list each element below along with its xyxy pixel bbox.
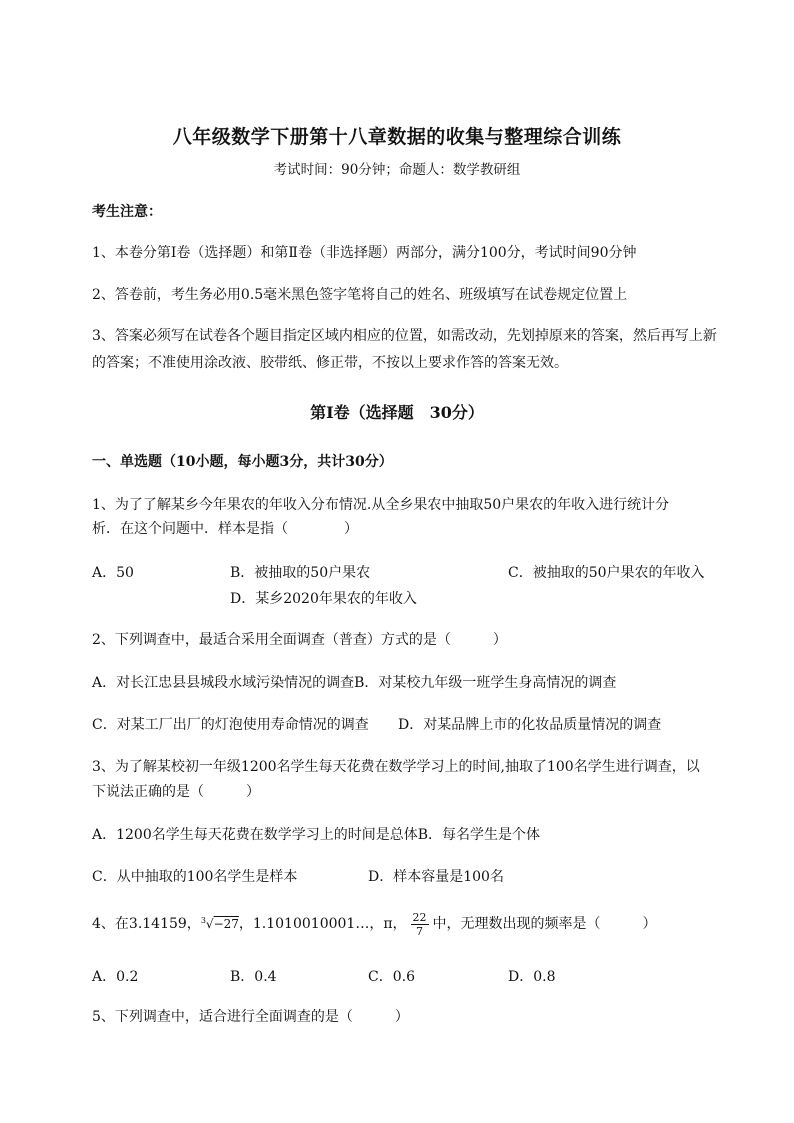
- question-3-option-d: D．样本容量是100名: [368, 869, 504, 885]
- question-3-options-a-b: A．1200名学生每天花费在数学学习上的时间是总体B．每名学生是个体: [92, 827, 541, 843]
- root-index: 3: [200, 916, 206, 925]
- question-1-option-a: A．50: [92, 565, 134, 581]
- part-heading: 一、单选题（10小题，每小题3分，共计30分）: [92, 454, 393, 470]
- question-4-option-a: A．0.2: [92, 969, 139, 985]
- question-4-option-d: D．0.8: [508, 969, 556, 985]
- question-4-stem: [92, 906, 657, 939]
- question-3-option-c: C．从中抽取的100名学生是样本: [92, 869, 298, 885]
- question-3-stem-line-1: 3、为了解某校初一年级1200名学生每天花费在数学学习上的时间,抽取了100名学生进行调查，以: [92, 759, 700, 775]
- question-2-options-a-b: A．对长江忠县县城段水域污染情况的调查B．对某校九年级一班学生身高情况的调查: [92, 675, 617, 691]
- question-2-option-c: C．对某工厂出厂的灯泡使用寿命情况的调查: [92, 717, 369, 733]
- note-item-3-line-2: 的答案；不准使用涂改液、胶带纸、修正带，不按以上要求作答的答案无效。: [92, 355, 568, 371]
- fraction-22-over-7: [411, 911, 429, 938]
- notes-heading: 考生注意：: [92, 204, 162, 220]
- question-5-stem: 5、下列调查中，适合进行全面调查的是（ ）: [92, 1009, 409, 1025]
- question-2-option-d: D．对某品牌上市的化妆品质量情况的调查: [398, 717, 662, 733]
- question-4-stem-part-c: 中，无理数出现的频率是（ ）: [432, 916, 657, 932]
- question-1-option-d: D．某乡2020年果农的年收入: [230, 591, 417, 607]
- note-item-2: 2、答卷前，考生务必用0.5毫米黑色签字笔将自己的姓名、班级填写在试卷规定位置上: [92, 287, 628, 303]
- cube-root-expression: $^3$√−27: [200, 916, 239, 931]
- section-title: 第I卷（选择题 30分）: [310, 403, 484, 422]
- question-1-stem-line-1: 1、为了了解某乡今年果农的年收入分布情况.从全乡果农中抽取50户果农的年收入进行统计分: [92, 497, 670, 513]
- fraction-denominator: 7: [416, 924, 424, 938]
- question-1-option-c: C．被抽取的50户果农的年收入: [508, 565, 705, 581]
- fraction-numerator: 22: [412, 910, 427, 924]
- note-item-3-line-1: 3、答案必须写在试卷各个题目指定区域内相应的位置，如需改动，先划掉原来的答案，然后再写上新: [92, 328, 717, 344]
- question-4-option-c: C．0.6: [368, 969, 415, 985]
- document-title: 八年级数学下册第十八章数据的收集与整理综合训练: [172, 126, 622, 148]
- question-3-stem-line-2: 下说法正确的是（ ）: [92, 784, 260, 800]
- question-4-stem-part-b: ，1.1010010001…，π，: [238, 916, 407, 932]
- exam-info: 考试时间：90分钟；命题人：数学教研组: [273, 162, 521, 178]
- question-4-option-b: B．0.4: [230, 969, 277, 985]
- note-item-1: 1、本卷分第I卷（选择题）和第Ⅱ卷（非选择题）两部分，满分100分，考试时间90分钟: [92, 245, 637, 261]
- question-1-option-b: B．被抽取的50户果农: [230, 565, 371, 581]
- question-2-stem: 2、下列调查中，最适合采用全面调查（普查）方式的是（ ）: [92, 632, 507, 648]
- root-radicand: −27: [213, 917, 239, 931]
- question-1-stem-line-2: 析．在这个问题中．样本是指（ ）: [92, 521, 358, 537]
- question-4-stem-part-a: 4、在3.14159，: [92, 916, 201, 932]
